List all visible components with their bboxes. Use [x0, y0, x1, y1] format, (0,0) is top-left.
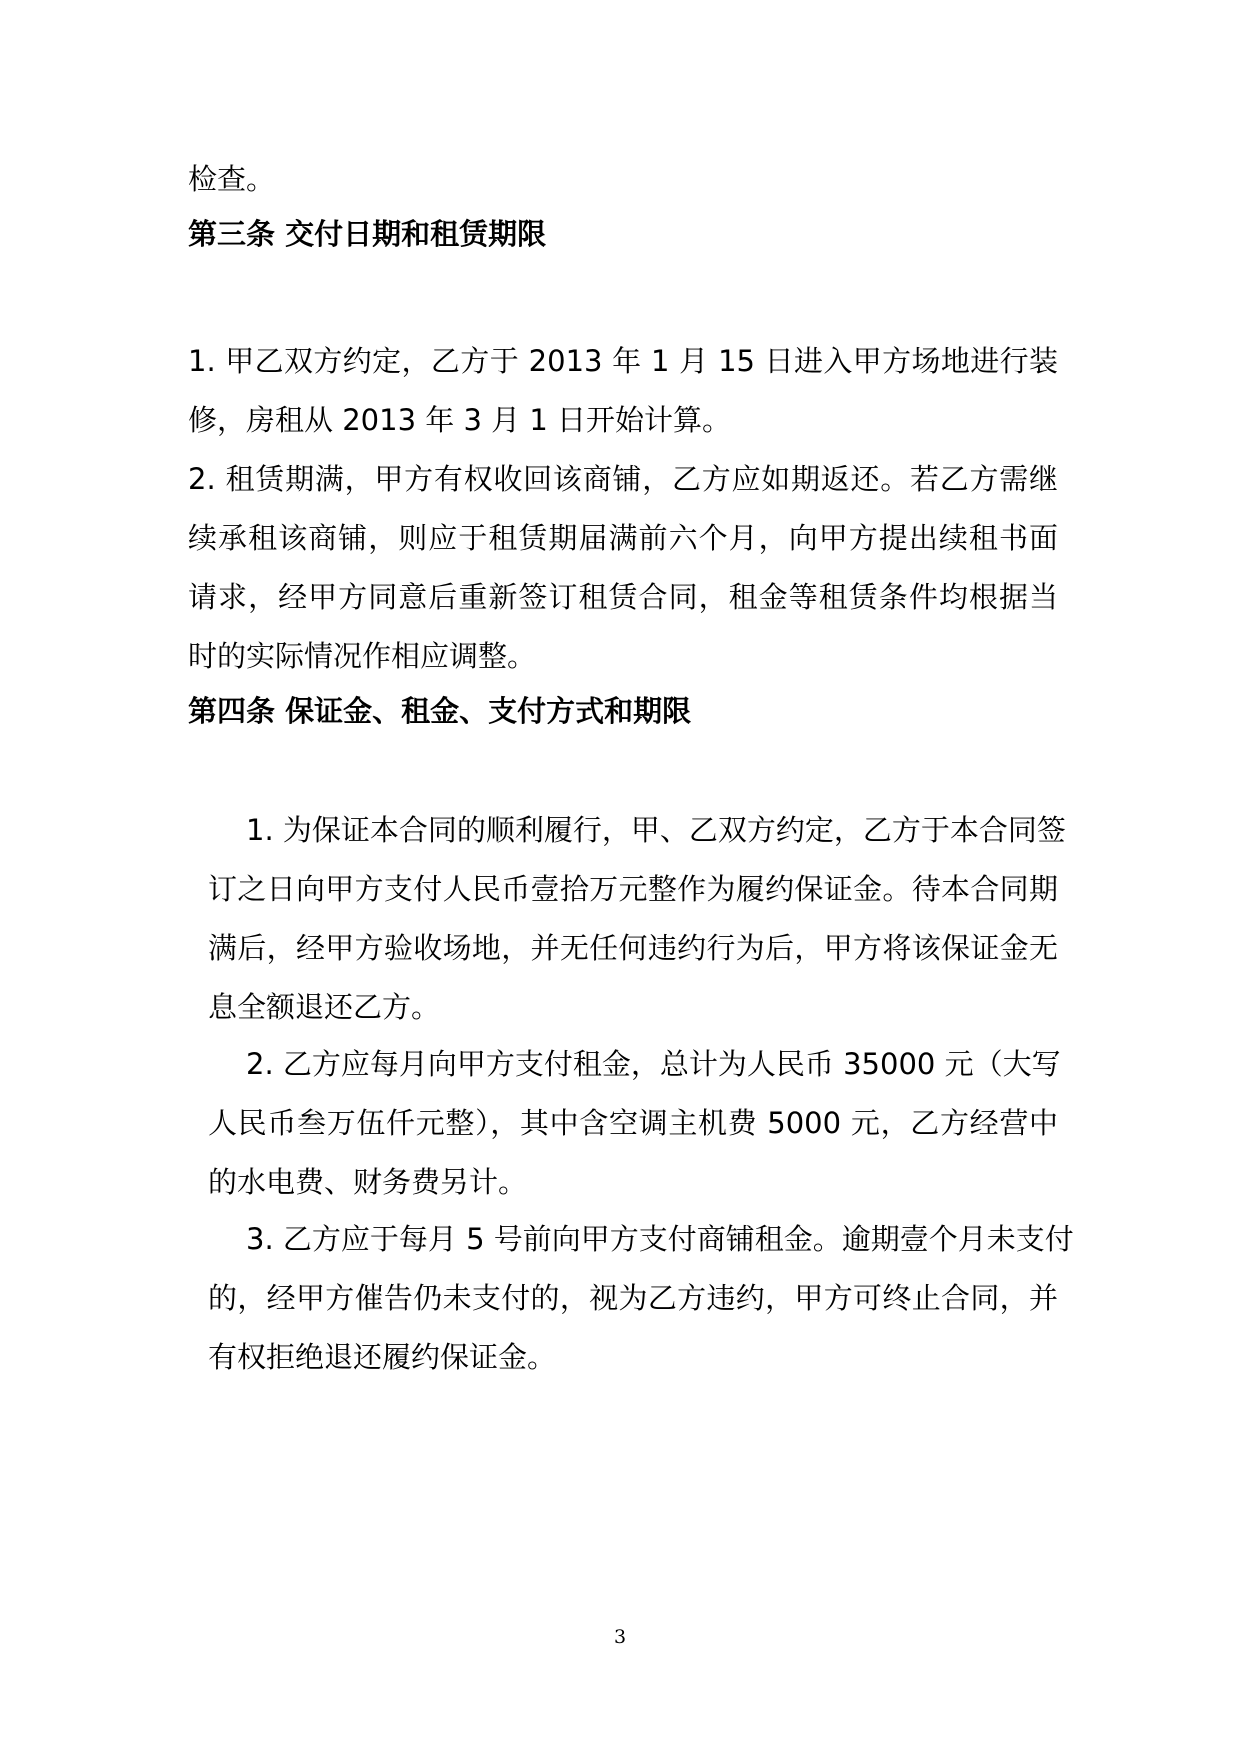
page-number: 3 [613, 1626, 627, 1648]
paragraph-line: 人民币叁万伍仟元整），其中含空调主机费 5000 元，乙方经营中 [208, 1106, 1058, 1140]
paragraph-line: 续承租该商铺，则应于租赁期届满前六个月，向甲方提出续租书面 [188, 521, 1058, 555]
paragraph-line: 检查。 [188, 162, 276, 196]
paragraph-line: 有权拒绝退还履约保证金。 [208, 1340, 557, 1374]
paragraph-line: 1. 为保证本合同的顺利履行，甲、乙双方约定，乙方于本合同签 [246, 813, 1066, 847]
paragraph-line: 2. 租赁期满，甲方有权收回该商铺，乙方应如期返还。若乙方需继 [188, 462, 1058, 496]
paragraph-line: 3. 乙方应于每月 5 号前向甲方支付商铺租金。逾期壹个月未支付 [246, 1222, 1074, 1256]
paragraph-line: 的，经甲方催告仍未支付的，视为乙方违约，甲方可终止合同，并 [208, 1281, 1058, 1315]
paragraph-line: 修，房租从 2013 年 3 月 1 日开始计算。 [188, 403, 732, 437]
paragraph-line: 请求，经甲方同意后重新签订租赁合同，租金等租赁条件均根据当 [188, 580, 1058, 614]
paragraph-line: 时的实际情况作相应调整。 [188, 639, 537, 673]
paragraph-line: 息全额退还乙方。 [208, 990, 441, 1024]
paragraph-line: 2. 乙方应每月向甲方支付租金，总计为人民币 35000 元（大写 [246, 1047, 1061, 1081]
paragraph-line: 订之日向甲方支付人民币壹拾万元整作为履约保证金。待本合同期 [208, 872, 1058, 906]
paragraph-line: 1. 甲乙双方约定，乙方于 2013 年 1 月 15 日进入甲方场地进行装 [188, 344, 1058, 378]
section-heading-4: 第四条 保证金、租金、支付方式和期限 [188, 694, 692, 728]
section-heading-3: 第三条 交付日期和租赁期限 [188, 217, 547, 251]
paragraph-line: 满后，经甲方验收场地，并无任何违约行为后，甲方将该保证金无 [208, 931, 1058, 965]
paragraph-line: 的水电费、财务费另计。 [208, 1165, 528, 1199]
